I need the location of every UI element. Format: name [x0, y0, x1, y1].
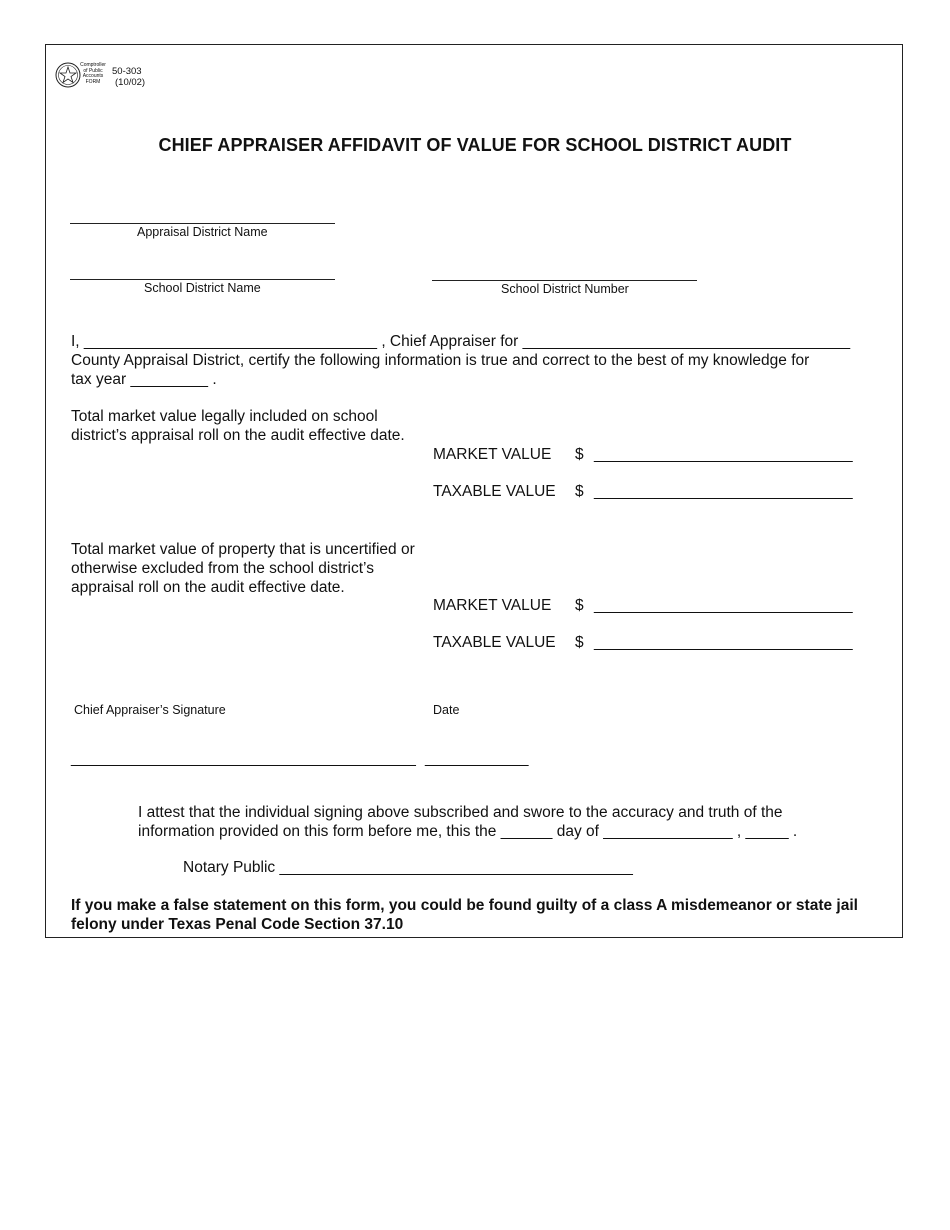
- seal-text-line: Comptroller: [80, 62, 106, 68]
- school-district-number-field[interactable]: [432, 280, 697, 281]
- date-label: Date: [433, 703, 460, 717]
- attest-line-1: I attest that the individual signing above subscribed and swore to the accuracy and truth of the: [138, 804, 783, 821]
- signature-field[interactable]: ________________________________________: [71, 750, 416, 767]
- signature-label: Chief Appraiser’s Signature: [74, 703, 226, 717]
- section2-line-3: appraisal roll on the audit effective date.: [71, 579, 345, 596]
- school-district-name-field[interactable]: [70, 279, 335, 280]
- penalty-warning-line-1: If you make a false statement on this form, you could be found guilty of a class A misdemeanor or state jail: [71, 897, 858, 914]
- form-date: (10/02): [115, 77, 146, 88]
- section2-market-value-label: MARKET VALUE: [433, 597, 552, 614]
- certification-line-2: County Appraisal District, certify the following information is true and correct to the best of my knowledge for: [71, 352, 810, 369]
- section2-market-value-field[interactable]: ______________________________: [594, 597, 853, 614]
- section1-line-2: district’s appraisal roll on the audit effective date.: [71, 427, 405, 444]
- school-district-name-label: School District Name: [144, 281, 261, 295]
- section1-market-value-field[interactable]: ______________________________: [594, 446, 853, 463]
- notary-public-field[interactable]: Notary Public _________________________________________: [183, 859, 633, 876]
- appraisal-district-name-field[interactable]: [70, 223, 335, 224]
- section2-line-1: Total market value of property that is uncertified or: [71, 541, 415, 558]
- attest-line-2[interactable]: information provided on this form before me, this the ______ day of _______________ , _____ .: [138, 823, 798, 840]
- appraisal-district-name-label: Appraisal District Name: [137, 225, 268, 239]
- section1-taxable-currency: $: [575, 483, 584, 500]
- penalty-warning-line-2: felony under Texas Penal Code Section 37.10: [71, 916, 404, 933]
- certification-line-3[interactable]: tax year _________ .: [71, 371, 217, 388]
- section1-taxable-value-label: TAXABLE VALUE: [433, 483, 556, 500]
- section2-market-currency: $: [575, 597, 584, 614]
- comptroller-seal-icon: [55, 62, 81, 88]
- seal-text: [80, 63, 106, 85]
- section2-taxable-value-label: TAXABLE VALUE: [433, 634, 556, 651]
- section2-line-2: otherwise excluded from the school district’s: [71, 560, 374, 577]
- page-title: CHIEF APPRAISER AFFIDAVIT OF VALUE FOR SCHOOL DISTRICT AUDIT: [158, 135, 792, 155]
- date-field[interactable]: ____________: [425, 750, 529, 767]
- seal-text-line: Accounts: [82, 73, 104, 79]
- school-district-number-label: School District Number: [501, 282, 629, 296]
- seal-text-line: FORM: [85, 78, 101, 85]
- section2-taxable-value-field[interactable]: ______________________________: [594, 634, 853, 651]
- section2-taxable-currency: $: [575, 634, 584, 651]
- section1-market-currency: $: [575, 446, 584, 463]
- seal-text-line: of Public: [83, 67, 103, 74]
- section1-line-1: Total market value legally included on school: [71, 408, 378, 425]
- certification-line-1[interactable]: I, __________________________________ , Chief Appraiser for ______________________________________: [71, 333, 851, 350]
- section1-market-value-label: MARKET VALUE: [433, 446, 552, 463]
- section1-taxable-value-field[interactable]: ______________________________: [594, 483, 853, 500]
- form-number: 50-303: [112, 66, 142, 77]
